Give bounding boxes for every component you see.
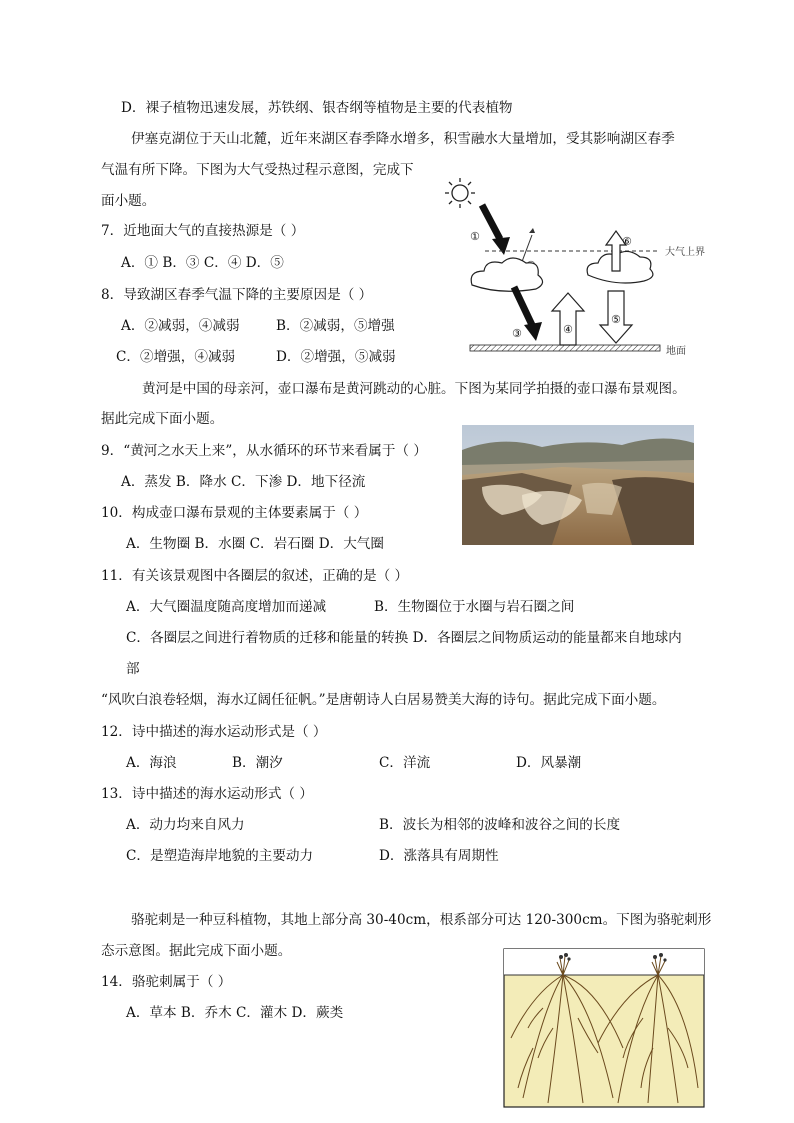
arrow-1-icon [482, 205, 510, 255]
hukou-waterfall-photo [462, 425, 694, 545]
question-11-option-a[interactable]: A．大气圈温度随高度增加而递减 [126, 599, 327, 615]
question-10: 10．构成壶口瀑布景观的主体要素属于（ ） [101, 505, 368, 521]
passage-hukou-2: 据此完成下面小题。 [101, 411, 224, 427]
question-14: 14．骆驼刺属于（ ） [101, 974, 232, 990]
label-atmosphere-top: 大气上界 [665, 247, 705, 258]
ground-surface [470, 345, 660, 351]
passage-hukou-1: 黄河是中国的母亲河，壶口瀑布是黄河跳动的心脏。下图为某同学拍摄的壶口瀑布景观图。 [142, 381, 686, 397]
label-6: ⑥ [622, 235, 632, 248]
question-12: 12．诗中描述的海水运动形式是（ ） [101, 724, 327, 740]
question-11-option-cd[interactable]: C．各圈层之间进行着物质的迁移和能量的转换 D．各圈层之间物质运动的能量都来自地球内 [126, 630, 682, 646]
question-13-option-b[interactable]: B．波长为相邻的波峰和波谷之间的长度 [379, 817, 621, 833]
passage-issyk-kul-3: 面小题。 [101, 193, 156, 209]
question-8-option-d[interactable]: D．②增强，⑤减弱 [276, 349, 396, 365]
passage-camelthorn-2: 态示意图。据此完成下面小题。 [101, 943, 292, 959]
question-7-options[interactable]: A．① B．③ C．④ D．⑤ [121, 255, 284, 271]
question-8: 8．导致湖区春季气温下降的主要原因是（ ） [101, 287, 373, 303]
question-7: 7．近地面大气的直接热源是（ ） [101, 223, 305, 239]
question-12-option-a[interactable]: A．海浪 [126, 755, 177, 771]
label-ground: 地面 [666, 346, 686, 357]
atmosphere-heating-diagram [440, 175, 725, 360]
passage-poem: “风吹白浪卷轻烟，海水辽阔任征帆。”是唐朝诗人白居易赞美大海的诗句。据此完成下面小题。 [101, 692, 666, 708]
question-11-option-b[interactable]: B．生物圈位于水圈与岩石圈之间 [374, 599, 575, 615]
arrow-4-icon [552, 293, 584, 345]
passage-issyk-kul-2: 气温有所下降。下图为大气受热过程示意图，完成下 [101, 162, 414, 178]
question-12-option-b[interactable]: B．潮汐 [232, 755, 283, 771]
question-11: 11．有关该景观图中各圈层的叙述，正确的是（ ） [101, 568, 409, 584]
question-14-options[interactable]: A．草本 B．乔木 C．灌木 D．蕨类 [126, 1005, 344, 1021]
question-8-option-c[interactable]: C．②增强，④减弱 [116, 349, 236, 365]
question-12-option-c[interactable]: C．洋流 [379, 755, 431, 771]
question-10-options[interactable]: A．生物圈 B．水圈 C．岩石圈 D．大气圈 [126, 536, 384, 552]
label-4: ④ [563, 323, 573, 336]
label-5: ⑤ [611, 313, 621, 326]
question-12-option-d[interactable]: D．风暴潮 [516, 755, 582, 771]
passage-camelthorn-1: 骆驼刺是一种豆科植物，其地上部分高 30-40cm，根系部分可达 120-300cm。下图为骆驼刺形 [131, 912, 712, 928]
question-9: 9．“黄河之水天上来”，从水循环的环节来看属于（ ） [101, 443, 427, 459]
label-3: ③ [512, 327, 522, 340]
camelthorn-root-diagram [503, 948, 705, 1108]
question-8-option-a[interactable]: A．②减弱，④减弱 [121, 318, 240, 334]
label-1: ① [470, 230, 480, 243]
option-d-carryover: D．裸子植物迅速发展，苏铁纲、银杏纲等植物是主要的代表植物 [121, 100, 513, 116]
passage-issyk-kul-1: 伊塞克湖位于天山北麓，近年来湖区春季降水增多，积雪融水大量增加，受其影响湖区春季 [131, 131, 675, 147]
question-13: 13．诗中描述的海水运动形式（ ） [101, 786, 313, 802]
question-13-option-d[interactable]: D．涨落具有周期性 [379, 848, 499, 864]
question-8-option-b[interactable]: B．②减弱，⑤增强 [276, 318, 395, 334]
question-13-option-c[interactable]: C．是塑造海岸地貌的主要动力 [126, 848, 314, 864]
question-9-options[interactable]: A．蒸发 B．降水 C．下渗 D．地下径流 [121, 474, 366, 490]
question-11-option-d-wrap: 部 [126, 661, 140, 677]
sun-icon [445, 178, 475, 208]
question-13-option-a[interactable]: A．动力均来自风力 [126, 817, 245, 833]
cloud-left-icon [471, 258, 542, 291]
